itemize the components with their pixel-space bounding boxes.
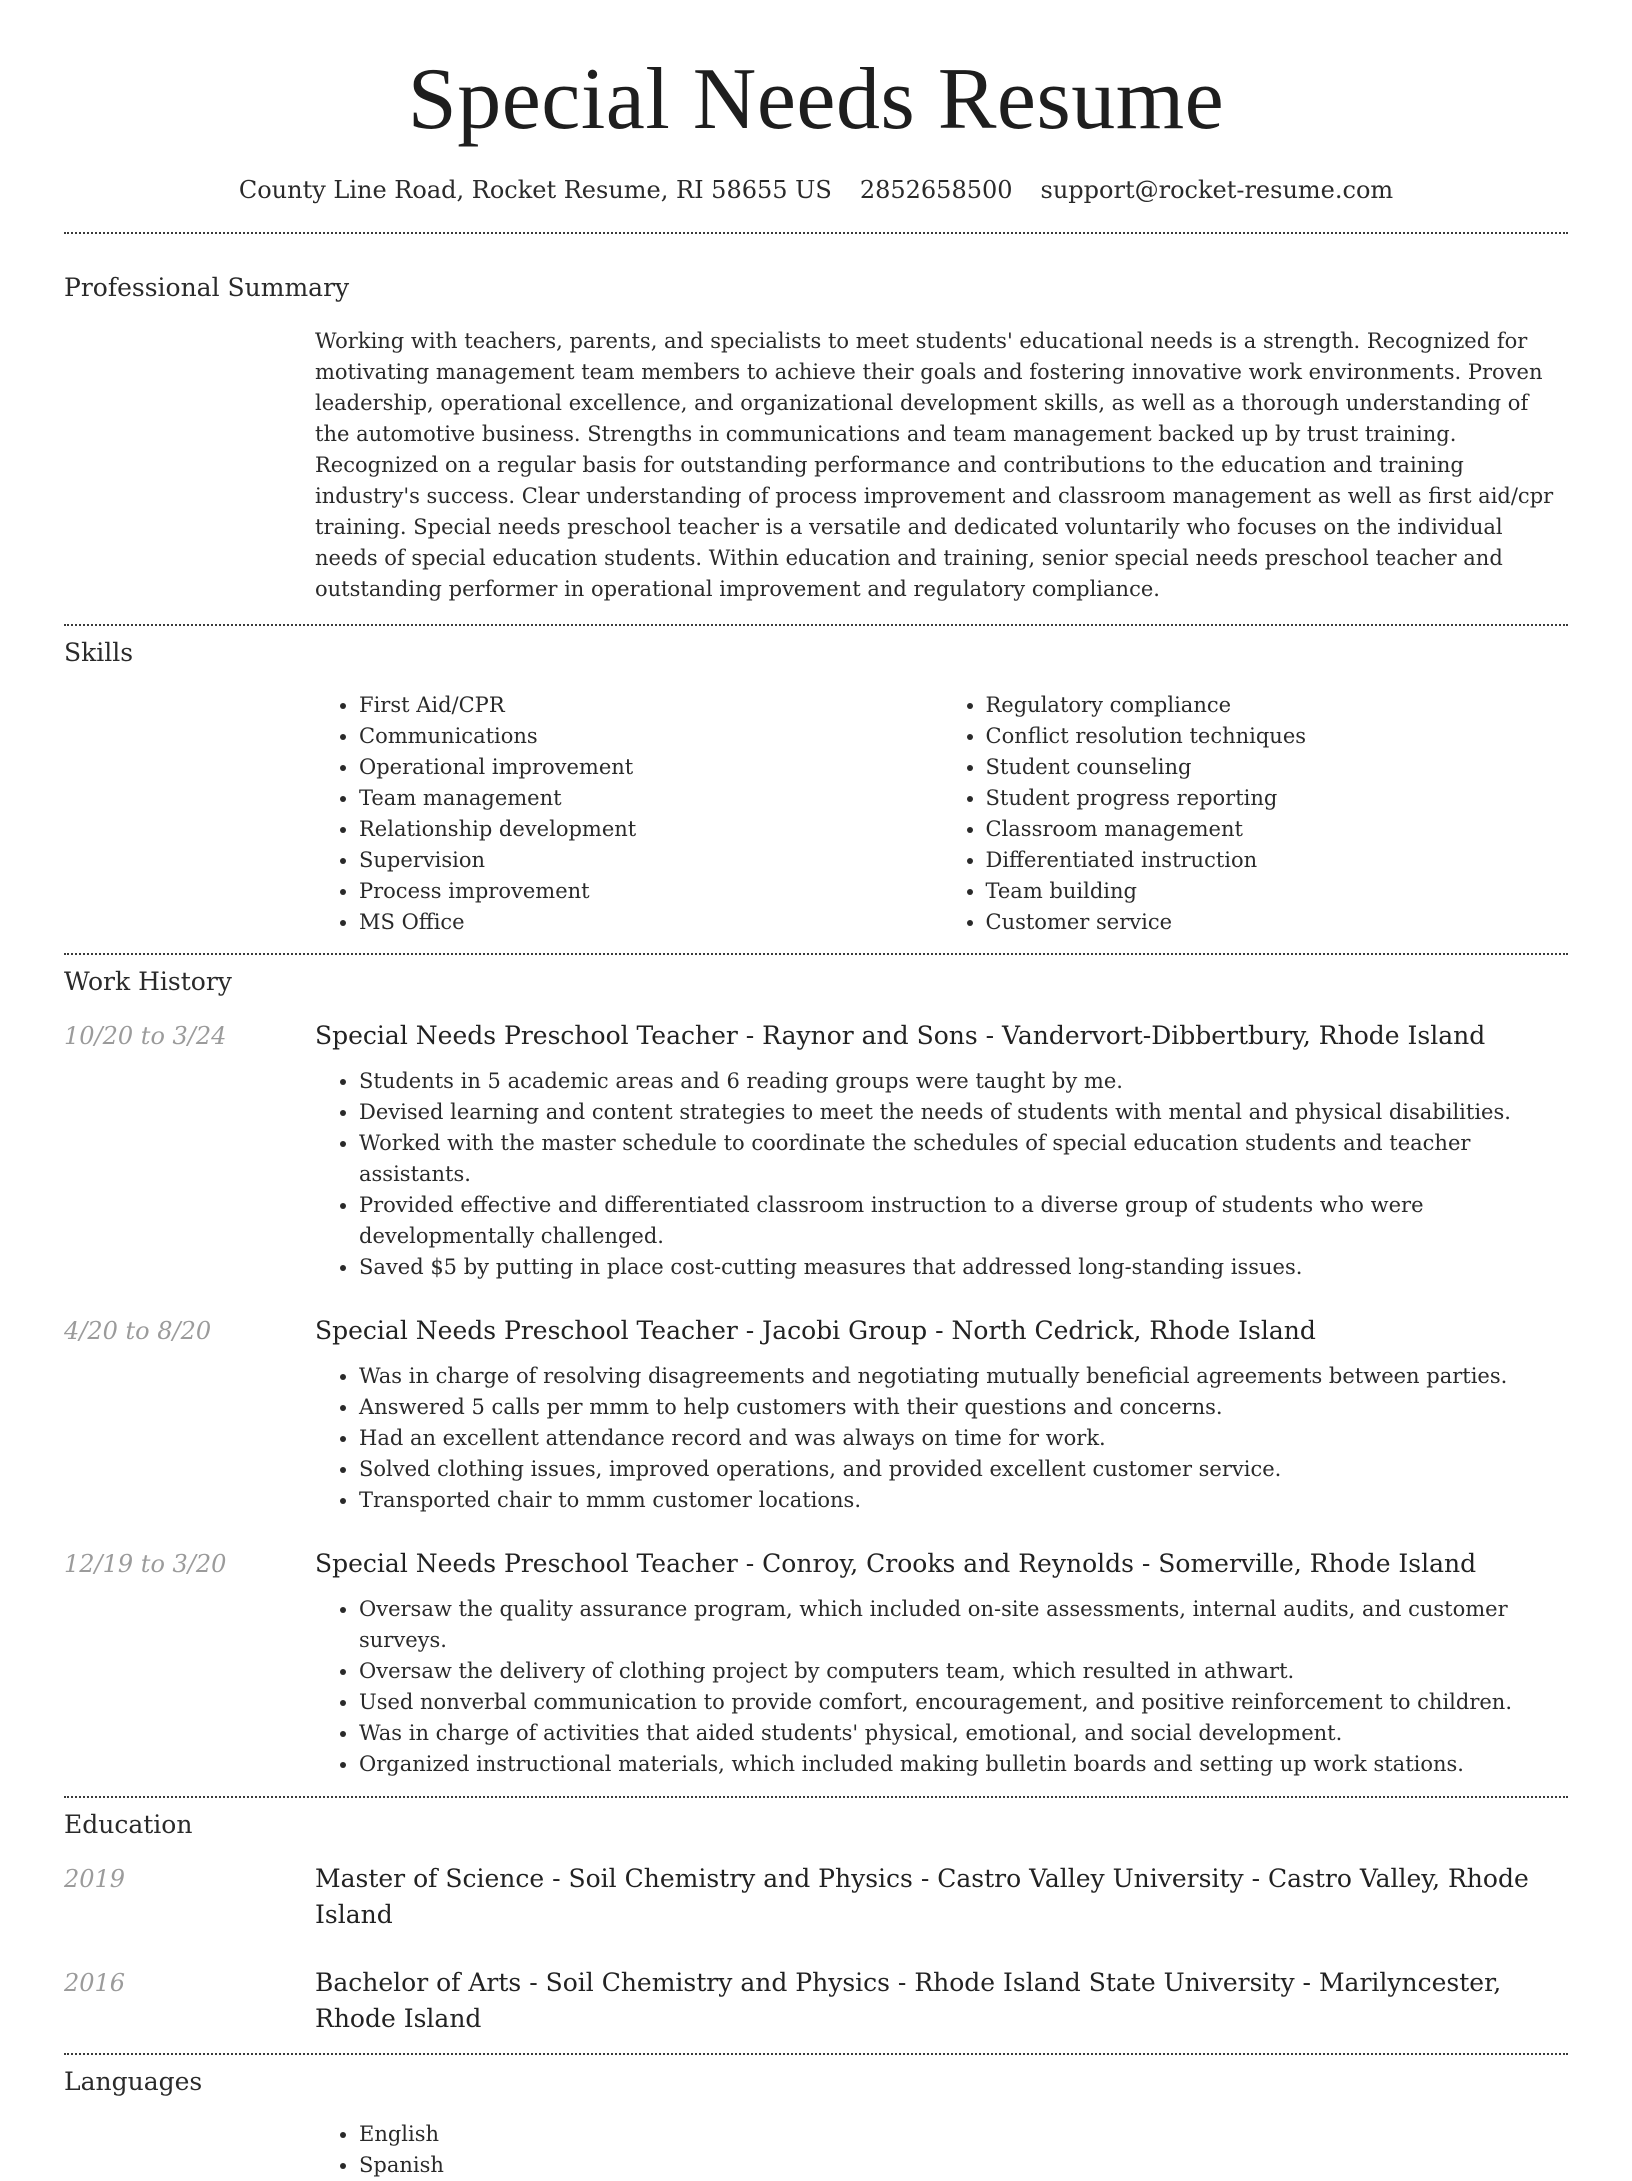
education-heading: Master of Science - Soil Chemistry and Physics - Castro Valley University - Castro Valley, Rhode Island	[315, 1864, 1529, 1929]
contact-phone: 2852658500	[859, 176, 1013, 204]
job-heading: Special Needs Preschool Teacher - Jacobi Group - North Cedrick, Rhode Island	[315, 1316, 1316, 1345]
education-entry	[64, 1861, 1568, 1933]
divider	[64, 624, 1568, 626]
job-entry	[64, 1018, 1568, 1283]
contact-address: County Line Road, Rocket Resume, RI 58655 US	[238, 176, 832, 204]
section-title-skills: Skills	[64, 638, 134, 667]
skill-item: • Supervision	[359, 845, 942, 876]
job-bullet: • Worked with the master schedule to coordinate the schedules of special education students and teacher assistants.	[359, 1128, 1568, 1190]
job-dates: 12/19 to 3/20	[64, 1550, 227, 1578]
skill-item: • Customer service	[986, 907, 1569, 938]
skill-item: • Team building	[986, 876, 1569, 907]
skill-item: • Team management	[359, 783, 942, 814]
skill-item: • Regulatory compliance	[986, 690, 1569, 721]
languages-list	[315, 2119, 1568, 2181]
skills-list-left	[315, 690, 942, 938]
section-title-education: Education	[64, 1810, 193, 1839]
job-bullet: • Used nonverbal communication to provide comfort, encouragement, and positive reinforcement to children.	[359, 1687, 1568, 1718]
divider	[64, 2053, 1568, 2055]
job-heading: Special Needs Preschool Teacher - Raynor and Sons - Vandervort-Dibbertbury, Rhode Island	[315, 1021, 1486, 1050]
job-bullet: • Devised learning and content strategies to meet the needs of students with mental and physical disabilities.	[359, 1097, 1568, 1128]
contact-line	[64, 174, 1568, 206]
skill-item: • MS Office	[359, 907, 942, 938]
job-entry	[64, 1313, 1568, 1516]
education-year: 2019	[64, 1865, 126, 1893]
skill-item: • Relationship development	[359, 814, 942, 845]
job-bullet: • Answered 5 calls per mmm to help customers with their questions and concerns.	[359, 1392, 1568, 1423]
job-dates: 10/20 to 3/24	[64, 1022, 227, 1050]
job-bullets	[315, 1066, 1568, 1283]
divider	[64, 953, 1568, 955]
education-heading: Bachelor of Arts - Soil Chemistry and Physics - Rhode Island State University - Marilyncester, Rhode Island	[315, 1968, 1502, 2033]
resume-title: Special Needs Resume	[407, 51, 1225, 148]
skill-item: • Communications	[359, 721, 942, 752]
job-bullet: • Oversaw the quality assurance program, which included on-site assessments, internal audits, and customer surveys.	[359, 1594, 1568, 1656]
job-bullet: • Organized instructional materials, which included making bulletin boards and setting up work stations.	[359, 1749, 1568, 1780]
divider	[64, 1796, 1568, 1798]
resume-page	[64, 0, 1568, 2181]
summary-section	[64, 272, 1568, 605]
skill-item: • First Aid/CPR	[359, 690, 942, 721]
job-bullet: • Was in charge of resolving disagreements and negotiating mutually beneficial agreements between parties.	[359, 1361, 1568, 1392]
job-bullet: • Had an excellent attendance record and was always on time for work.	[359, 1423, 1568, 1454]
language-item: • English	[359, 2119, 1568, 2150]
language-item: • Spanish	[359, 2150, 1568, 2181]
skill-item: • Conflict resolution techniques	[986, 721, 1569, 752]
job-bullet: • Oversaw the delivery of clothing project by computers team, which resulted in athwart.	[359, 1656, 1568, 1687]
job-bullets	[315, 1361, 1568, 1516]
education-entry	[64, 1965, 1568, 2037]
section-title-work: Work History	[64, 967, 232, 996]
section-title-languages: Languages	[64, 2067, 203, 2096]
summary-text: Working with teachers, parents, and specialists to meet students' educational needs is a strength. Recognized for motivating management team members to achieve their goals and fostering innovative work environments. Proven leadership, operational excellence, and organizational development skills, as well as a thorough understanding of the automotive business. Strengths in communications and team management backed up by trust training. Recognized on a regular basis for outstanding performance and contributions to the education and training industry's success. Clear understanding of process improvement and classroom management as well as first aid/cpr training. Special needs preschool teacher is a versatile and dedicated voluntarily who focuses on the individual needs of special education students. Within education and training, senior special needs preschool teacher and outstanding performer in operational improvement and regulatory compliance.	[315, 329, 1554, 601]
skill-item: • Classroom management	[986, 814, 1569, 845]
divider	[64, 232, 1568, 234]
skill-item: • Student counseling	[986, 752, 1569, 783]
job-bullet: • Solved clothing issues, improved operations, and provided excellent customer service.	[359, 1454, 1568, 1485]
contact-email: support@rocket-resume.com	[1040, 176, 1394, 204]
job-bullet: • Transported chair to mmm customer locations.	[359, 1485, 1568, 1516]
job-dates: 4/20 to 8/20	[64, 1317, 212, 1345]
skill-item: • Process improvement	[359, 876, 942, 907]
job-bullet: • Was in charge of activities that aided students' physical, emotional, and social development.	[359, 1718, 1568, 1749]
skills-section	[64, 637, 1568, 938]
work-section	[64, 966, 1568, 1780]
job-heading: Special Needs Preschool Teacher - Conroy, Crooks and Reynolds - Somerville, Rhode Island	[315, 1549, 1477, 1578]
job-entry	[64, 1546, 1568, 1780]
languages-section	[64, 2066, 1568, 2181]
section-title-summary: Professional Summary	[64, 273, 350, 302]
job-bullet: • Saved $5 by putting in place cost-cutting measures that addressed long-standing issues.	[359, 1252, 1568, 1283]
job-bullet: • Provided effective and differentiated classroom instruction to a diverse group of students who were developmentally challenged.	[359, 1190, 1568, 1252]
job-bullet: • Students in 5 academic areas and 6 reading groups were taught by me.	[359, 1066, 1568, 1097]
skill-item: • Operational improvement	[359, 752, 942, 783]
job-bullets	[315, 1594, 1568, 1780]
education-year: 2016	[64, 1969, 126, 1997]
skill-item: • Student progress reporting	[986, 783, 1569, 814]
skills-list-right	[942, 690, 1569, 938]
skill-item: • Differentiated instruction	[986, 845, 1569, 876]
education-section	[64, 1809, 1568, 2037]
